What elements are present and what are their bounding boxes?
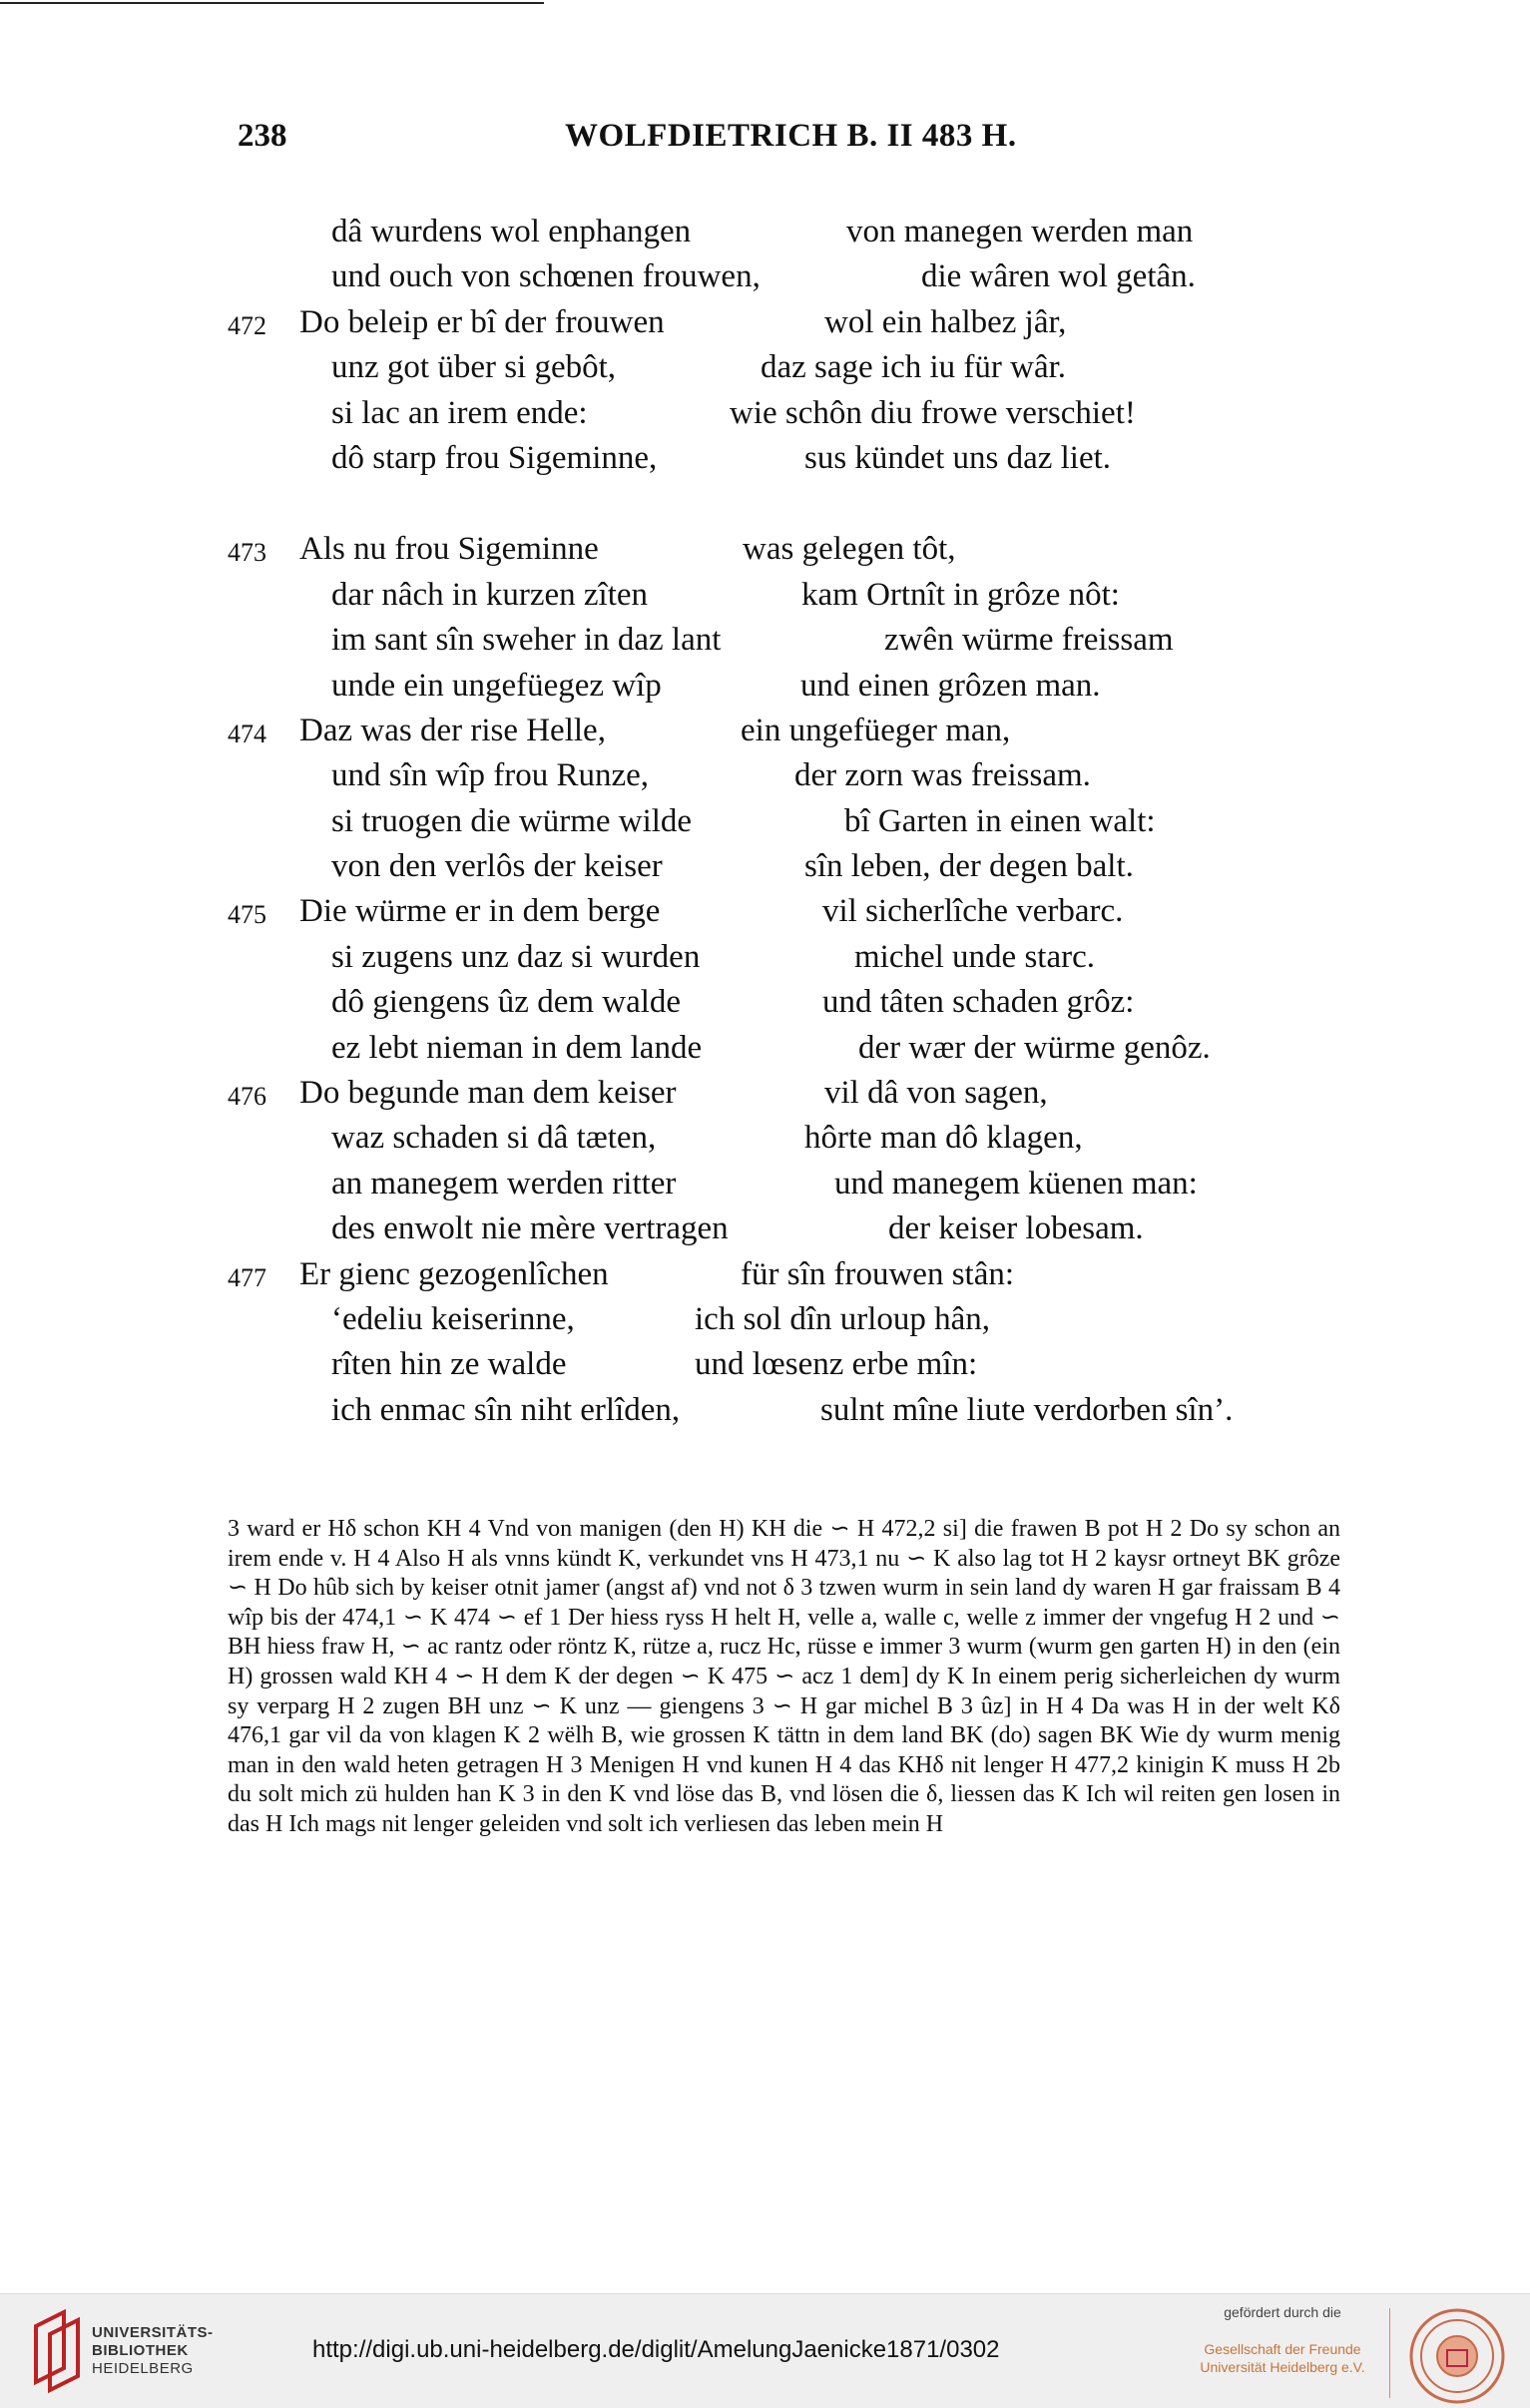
verse-line [228, 1206, 1335, 1251]
verse-second-half: und lœsenz erbe mîn: [695, 1346, 978, 1383]
sponsor-block [1168, 2304, 1397, 2376]
verse-second-half: was gelegen tôt, [743, 531, 956, 568]
verse-line [228, 1252, 1335, 1297]
verse-line [228, 1071, 1335, 1116]
verse-second-half: hôrte man dô klagen, [804, 1120, 1083, 1157]
verse-second-half: zwên würme freissam [884, 622, 1174, 659]
verse-first-half: dô giengens ûz dem walde [331, 984, 682, 1021]
verse-line [228, 1116, 1335, 1161]
verse-second-half: michel unde starc. [854, 938, 1095, 975]
verse-line [228, 254, 1335, 299]
verse-second-half: und tâten schaden grôz: [822, 984, 1135, 1021]
verse-first-half: ez lebt nieman in dem lande [331, 1029, 703, 1066]
university-library-logo-icon [30, 2308, 84, 2394]
verse-line [228, 935, 1335, 980]
verse-second-half: und einen grôzen man. [800, 667, 1101, 704]
stanza-number: 476 [228, 1082, 266, 1112]
footer-divider [1389, 2308, 1390, 2398]
verse-line [228, 210, 1335, 254]
library-name-line2: BIBLIOTHEK [92, 2342, 189, 2359]
top-rule [0, 2, 544, 4]
stanza-number: 474 [228, 719, 266, 748]
footer-bar [0, 2293, 1530, 2408]
verse-first-half: waz schaden si dâ tæten, [331, 1120, 657, 1157]
verse-first-half: dar nâch in kurzen zîten [331, 576, 649, 613]
verse-line [228, 753, 1335, 798]
verse-second-half: sulnt mîne liute verdorben sîn’. [820, 1391, 1234, 1428]
verse-first-half: dâ wurdens wol enphangen [331, 214, 692, 249]
university-seal-icon [1407, 2306, 1507, 2406]
verse-first-half: im sant sîn sweher in daz lant [331, 622, 722, 659]
verse-text [228, 210, 1335, 1433]
verse-second-half: vil sicherlîche verbarc. [822, 893, 1124, 930]
library-name [92, 2324, 214, 2378]
verse-line [228, 709, 1335, 753]
verse-line [228, 1342, 1335, 1387]
verse-second-half: vil dâ von sagen, [824, 1075, 1048, 1112]
apparatus-text: 3 ward er Hδ schon KH 4 Vnd von manigen (den H) KH die ∽ H 472,2 si] die frawen B pot H 2 Do sy schon an irem ende v. H 4 Also H als vnns kündt K, verkundet vns H 473,1 nu ∽ K also lag tot H 2 kaysr ortneyt BK grôze ∽ H Do hûb sich by keiser otnit jamer (angst af) vnd not δ 3 tzwen wurm in sein land dy waren H gar fraissam B 4 wîp bis der 474,1 ∽ K 474 ∽ ef 1 Der hiess ryss H helt H, velle a, walle c, welle z immer der vngefug H 2 und ∽ BH hiess fraw H, ∽ ac rantz oder röntz K, rütze a, rucz Hc, rüsse e immer 3 wurm (wurm gen garten H) in den (ein H) grossen wald KH 4 ∽ H dem K der degen ∽ K 475 ∽ acz 1 dem] dy K In einem perig sicherleichen dy wurm sy verparg H 2 zugen BH unz ∽ K unz — giengens 3 ∽ H gar michel B 3 ûz] in H 4 Da was H in der welt Kδ 476,1 gar vil da von klagen K 2 wëlh B, wie grossen K tättn in dem land BK (do) sagen BK Wie dy wurm menig man in den wald heten getragen H 3 Menigen H vnd kunen H 4 das KHδ nit lenger H 477,2 kinigin K muss H 2b du solt mich zü hulden han K 3 in den K vnd löse das B, vnd lösen die δ, liessen das K Ich wil reiten gen losen in das H Ich mags nit lenger geleiden vnd solt ich verliesen das leben mein H [228, 1516, 1340, 1837]
stanza-number: 473 [228, 538, 266, 568]
sponsor-line1: Gesellschaft der Freunde [1204, 2341, 1361, 2357]
library-name-line1: UNIVERSITÄTS- [92, 2324, 214, 2341]
verse-second-half: ein ungefüeger man, [741, 712, 1011, 748]
verse-first-half: dô starp frou Sigeminne, [331, 439, 658, 476]
verse-first-half: des enwolt nie mère vertragen [331, 1210, 729, 1247]
verse-line [228, 618, 1335, 663]
stanza-number: 477 [228, 1262, 266, 1292]
sponsor-intro: gefördert durch die [1224, 2304, 1341, 2320]
verse-first-half: rîten hin ze walde [331, 1346, 567, 1383]
verse-line [228, 391, 1335, 436]
sponsor-line2: Universität Heidelberg e.V. [1200, 2359, 1365, 2375]
running-title: WOLFDIETRICH B. II 483 H. [565, 118, 1017, 154]
verse-first-half: an manegem werden ritter [331, 1165, 677, 1202]
verse-first-half: ich enmac sîn niht erlîden, [331, 1391, 681, 1428]
verse-first-half: Als nu frou Sigeminne [299, 531, 599, 568]
verse-first-half: unde ein ungefüegez wîp [331, 667, 662, 704]
page-number: 238 [238, 118, 287, 154]
verse-line [228, 300, 1335, 345]
verse-second-half: bî Garten in einen walt: [844, 802, 1156, 839]
verse-second-half: sus kündet uns daz liet. [804, 439, 1112, 476]
verse-second-half: wie schôn diu frowe verschiet! [730, 394, 1136, 431]
verse-line [228, 1026, 1335, 1071]
stanza-gap [228, 481, 1335, 527]
verse-second-half: sîn leben, der degen balt. [804, 848, 1134, 885]
verse-first-half: unz got über si gebôt, [331, 349, 617, 386]
verse-first-half: Er gienc gezogenlîchen [299, 1255, 609, 1292]
verse-first-half: Daz was der rise Helle, [299, 712, 606, 748]
verse-second-half: und manegem küenen man: [834, 1165, 1198, 1202]
verse-second-half: der zorn was freissam. [794, 757, 1091, 794]
verse-line [228, 1297, 1335, 1342]
verse-second-half: daz sage ich iu für wâr. [761, 349, 1067, 386]
verse-second-half: der wær der würme genôz. [858, 1029, 1211, 1066]
verse-first-half: ‘edeliu keiserinne, [331, 1300, 575, 1337]
verse-second-half: für sîn frouwen stân: [741, 1255, 1015, 1292]
verse-line [228, 527, 1335, 572]
verse-second-half: wol ein halbez jâr, [824, 303, 1067, 340]
verse-line [228, 1162, 1335, 1206]
stanza-number: 475 [228, 900, 266, 930]
verse-line [228, 573, 1335, 618]
verse-line [228, 345, 1335, 390]
verse-first-half: Do beleip er bî der frouwen [299, 303, 665, 340]
verse-first-half: und ouch von schœnen frouwen, [331, 258, 761, 295]
verse-first-half: von den verlôs der keiser [331, 848, 663, 885]
verse-first-half: si truogen die würme wilde [331, 802, 693, 839]
stanza-number: 472 [228, 310, 266, 340]
verse-second-half: ich sol dîn urloup hân, [695, 1300, 991, 1337]
verse-line [228, 436, 1335, 481]
verse-second-half: kam Ortnît in grôze nôt: [801, 576, 1120, 613]
verse-first-half: und sîn wîp frou Runze, [331, 757, 650, 794]
verse-first-half: Do begunde man dem keiser [299, 1075, 677, 1112]
verse-second-half: von manegen werden man [846, 214, 1194, 249]
verse-line [228, 889, 1335, 934]
verse-second-half: die wâren wol getân. [921, 258, 1196, 295]
verse-line [228, 980, 1335, 1025]
critical-apparatus [228, 1515, 1340, 1840]
library-name-line3: HEIDELBERG [92, 2360, 194, 2377]
verse-line [228, 844, 1335, 889]
permalink-url[interactable]: http://digi.ub.uni-heidelberg.de/diglit/AmelungJaenicke1871/0302 [312, 2336, 1000, 2363]
page-header [238, 118, 1325, 162]
verse-line [228, 799, 1335, 844]
verse-second-half: der keiser lobesam. [888, 1210, 1144, 1247]
verse-line [228, 1388, 1335, 1433]
verse-first-half: Die würme er in dem berge [299, 893, 661, 930]
verse-line [228, 664, 1335, 709]
verse-first-half: si zugens unz daz si wurden [331, 938, 701, 975]
verse-first-half: si lac an irem ende: [331, 394, 588, 431]
